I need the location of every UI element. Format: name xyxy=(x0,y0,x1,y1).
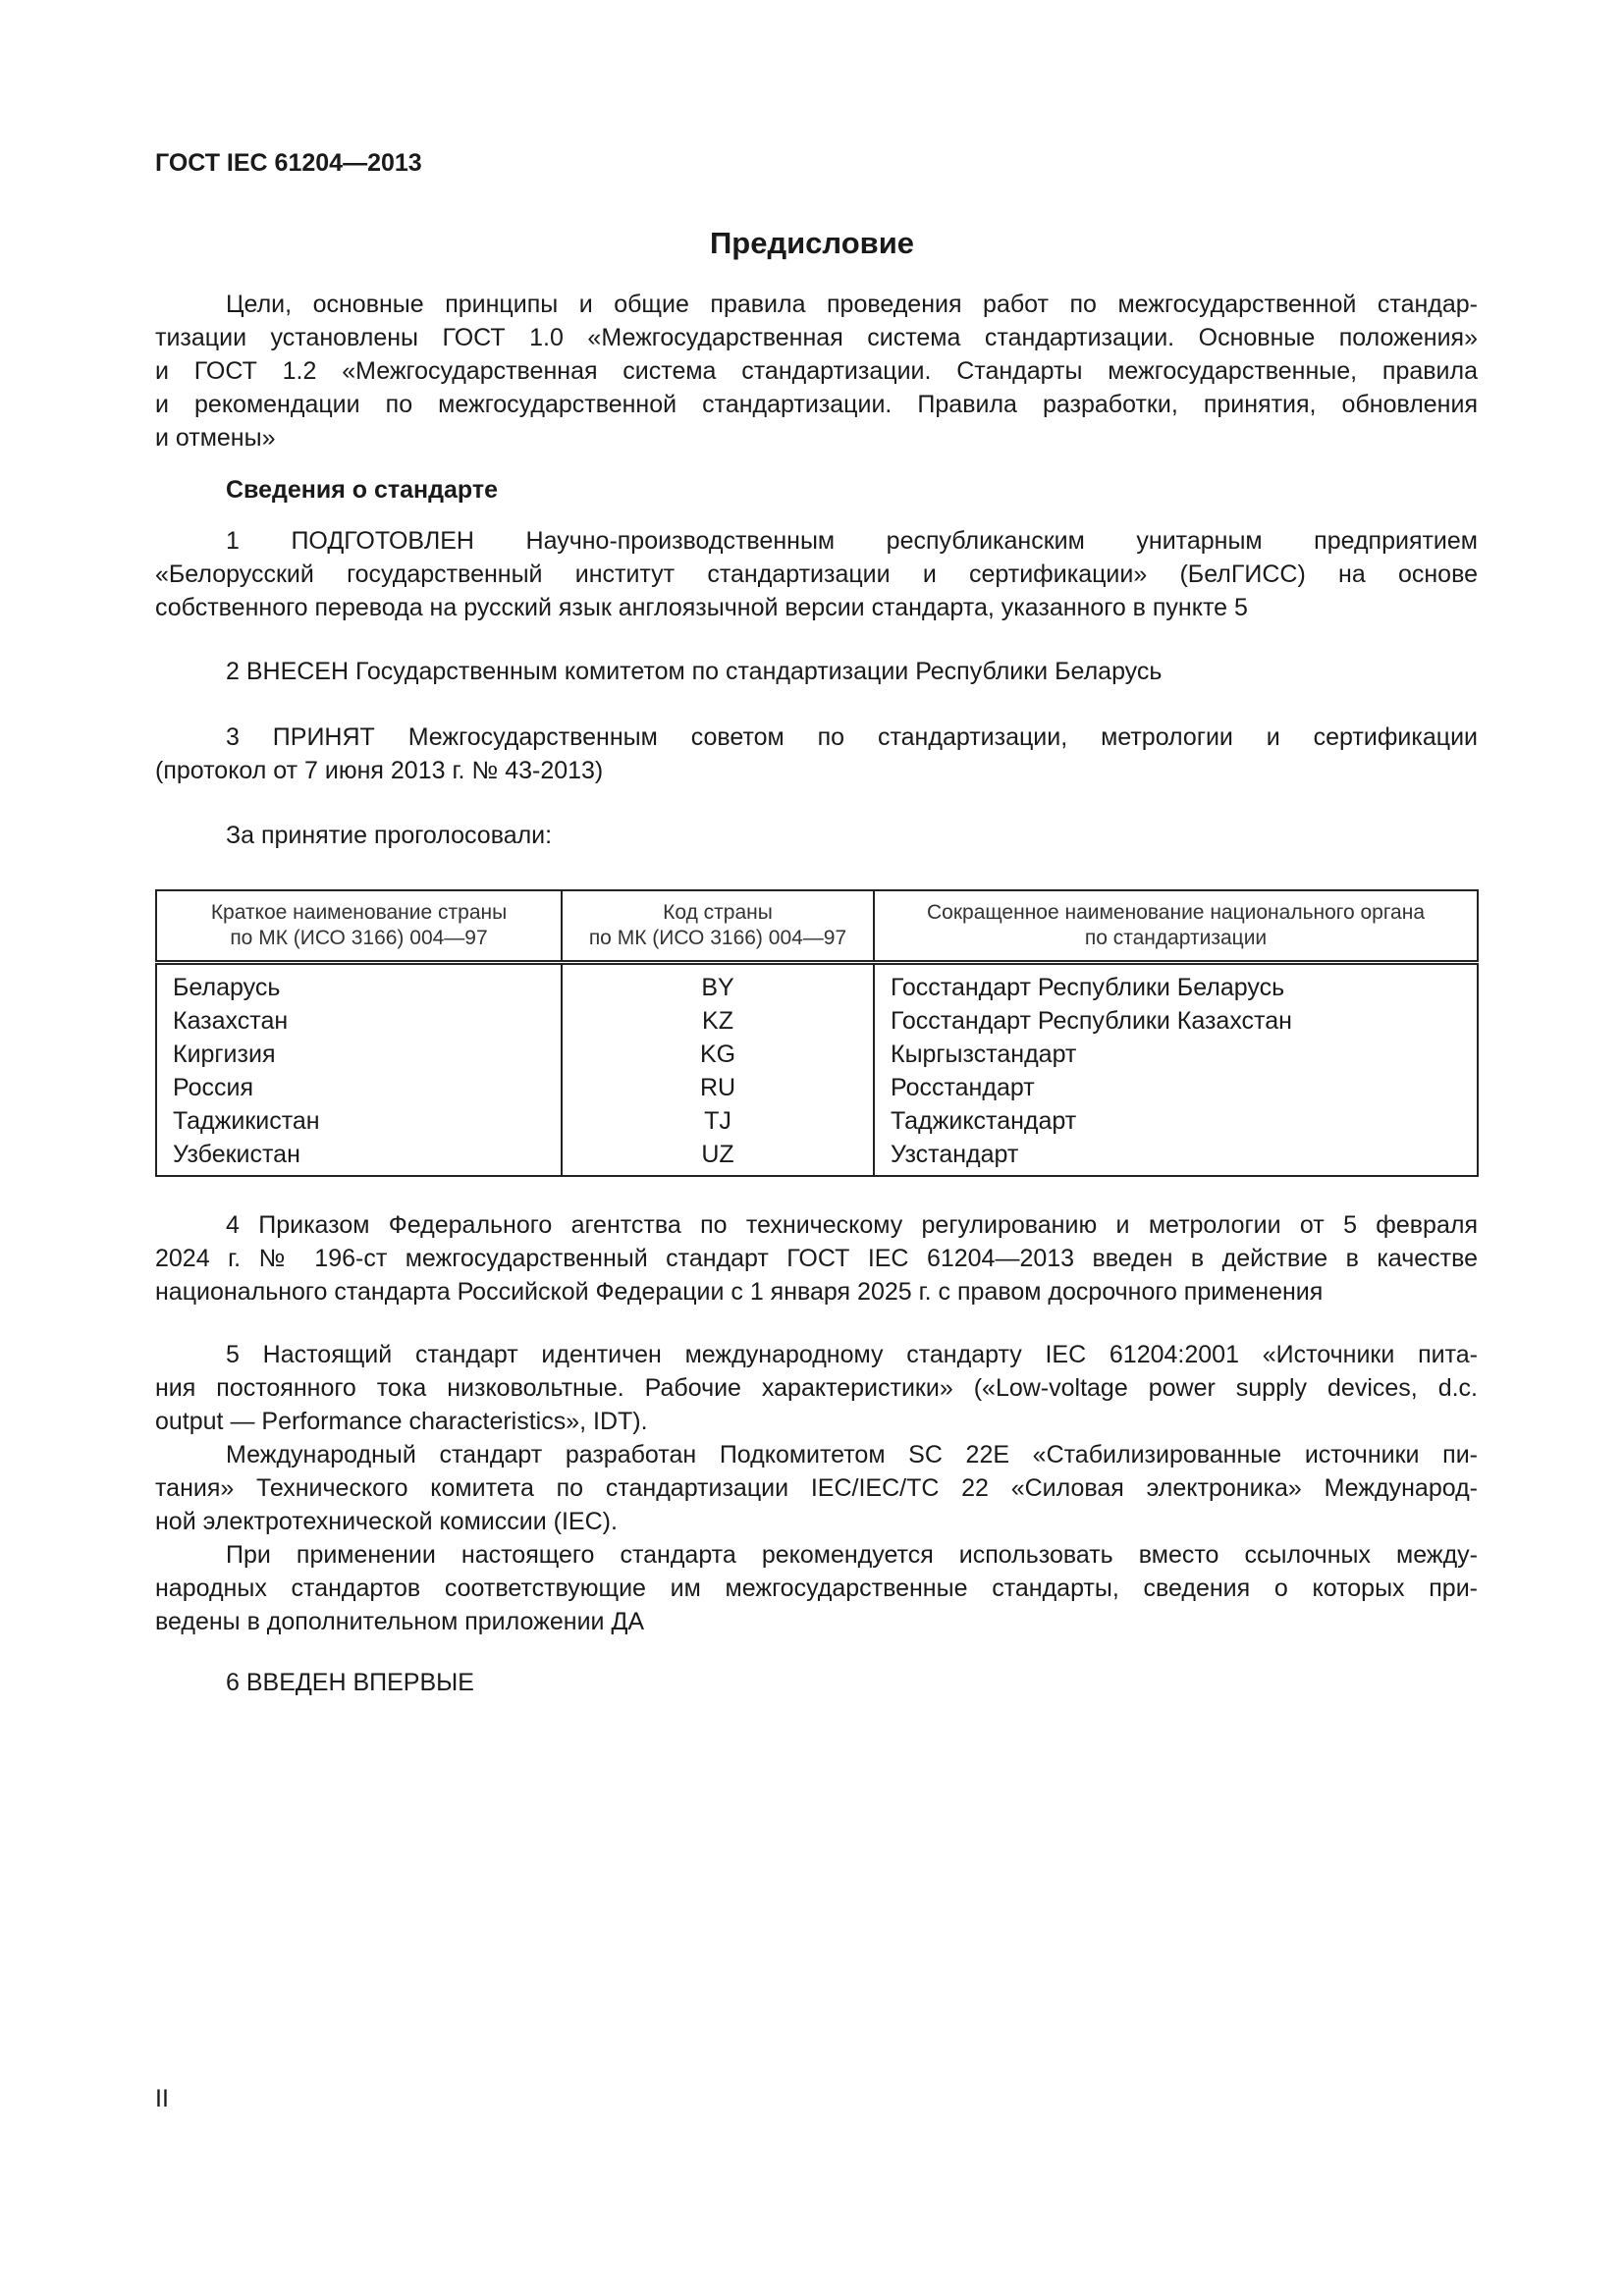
column-header-body: Сокращенное наименование национального органа по стандартизации xyxy=(874,890,1478,963)
text-line: собственного перевода на русский язык англоязычной версии стандарта, указанного в пункте 5 xyxy=(155,594,1248,621)
text-line: При применении настоящего стандарта рекомендуется использовать вместо ссылочных между- xyxy=(226,1541,1478,1569)
intro-paragraph xyxy=(155,288,1478,454)
text-line: и рекомендации по межгосударственной стандартизации. Правила разработки, принятия, обновления xyxy=(155,391,1478,418)
country-cell: Казахстан xyxy=(173,1007,289,1035)
text-line: и ГОСТ 1.2 «Межгосударственная система стандартизации. Стандарты межгосударственные, правила xyxy=(155,357,1478,385)
body-cell: Кыргызстандарт xyxy=(874,1038,1478,1071)
text-line: Международный стандарт разработан Подкомитетом SC 22E «Стабилизированные источники пи- xyxy=(226,1441,1478,1468)
country-cell: Узбекистан xyxy=(173,1141,300,1168)
country-cell: Киргизия xyxy=(173,1041,276,1068)
voted-label: За принятие проголосовали: xyxy=(226,822,553,849)
code-cell: KG xyxy=(562,1038,874,1071)
text-line: 1 ПОДГОТОВЛЕН Научно-производственным республиканским унитарным предприятием xyxy=(226,527,1478,555)
voting-table xyxy=(155,889,1479,1177)
table-row xyxy=(156,1138,1478,1176)
table-row xyxy=(156,1004,1478,1038)
code-cell: TJ xyxy=(562,1104,874,1138)
page-number: II xyxy=(155,2085,169,2112)
body-cell: Таджикстандарт xyxy=(874,1104,1478,1138)
table-row xyxy=(156,1038,1478,1071)
info-heading: Сведения о стандарте xyxy=(226,476,499,504)
table-row xyxy=(156,963,1478,1005)
country-cell: Россия xyxy=(173,1074,253,1101)
text-line: output — Performance characteristics», IDT). xyxy=(155,1408,648,1435)
body-cell: Госстандарт Республики Казахстан xyxy=(874,1004,1478,1038)
table-header-row xyxy=(156,890,1478,963)
code-cell: UZ xyxy=(562,1138,874,1176)
text-line: Цели, основные принципы и общие правила проведения работ по межгосударственной стандар- xyxy=(226,291,1478,318)
code-cell: KZ xyxy=(562,1004,874,1038)
code-cell: BY xyxy=(562,963,874,1005)
item-1 xyxy=(155,524,1478,624)
item-2: 2 ВНЕСЕН Государственным комитетом по стандартизации Республики Беларусь xyxy=(226,658,1163,685)
text-line: ния постоянного тока низковольтные. Рабочие характеристики» («Low-voltage power supply devices, d.c. xyxy=(155,1374,1478,1402)
item-6: 6 ВВЕДЕН ВПЕРВЫЕ xyxy=(226,1669,474,1696)
text-line: народных стандартов соответствующие им межгосударственные стандарты, сведения о которых при- xyxy=(155,1575,1478,1602)
table-row xyxy=(156,1071,1478,1104)
column-header-code: Код страны по МК (ИСО 3166) 004—97 xyxy=(562,890,874,963)
item-5 xyxy=(155,1338,1478,1638)
page-title: Предисловие xyxy=(709,226,914,260)
text-line: 5 Настоящий стандарт идентичен международному стандарту IEC 61204:2001 «Источники пита- xyxy=(226,1341,1478,1368)
text-line: тания» Технического комитета по стандартизации IEC/IEC/TC 22 «Силовая электроника» Международ- xyxy=(155,1474,1478,1502)
text-line: ной электротехнической комиссии (IEC). xyxy=(155,1508,618,1535)
text-line: 3 ПРИНЯТ Межгосударственным советом по стандартизации, метрологии и сертификации xyxy=(226,723,1478,751)
text-line: 2024 г. № 196-ст межгосударственный стандарт ГОСТ IEC 61204—2013 введен в действие в качестве xyxy=(155,1245,1478,1272)
text-line: и отмены» xyxy=(155,424,276,452)
text-line: тизации установлены ГОСТ 1.0 «Межгосударственная система стандартизации. Основные положения» xyxy=(155,324,1478,351)
body-cell: Госстандарт Республики Беларусь xyxy=(874,963,1478,1005)
item-3 xyxy=(155,721,1478,787)
country-cell: Таджикистан xyxy=(173,1107,320,1135)
text-line: «Белорусский государственный институт стандартизации и сертификации» (БелГИСС) на основе xyxy=(155,561,1478,588)
text-line: национального стандарта Российской Федерации с 1 января 2025 г. с правом досрочного применения xyxy=(155,1278,1324,1306)
item-4 xyxy=(155,1208,1478,1308)
text-line: (протокол от 7 июня 2013 г. № 43-2013) xyxy=(155,757,604,784)
body-cell: Росстандарт xyxy=(874,1071,1478,1104)
code-cell: RU xyxy=(562,1071,874,1104)
text-line: ведены в дополнительном приложении ДА xyxy=(155,1608,645,1635)
body-cell: Узстандарт xyxy=(874,1138,1478,1176)
column-header-country: Краткое наименование страны по МК (ИСО 3166) 004—97 xyxy=(156,890,562,963)
table-row xyxy=(156,1104,1478,1138)
document-header: ГОСТ IEC 61204—2013 xyxy=(155,149,422,177)
country-cell: Беларусь xyxy=(173,974,281,1001)
text-line: 4 Приказом Федерального агентства по техническому регулированию и метрологии от 5 февраля xyxy=(226,1211,1478,1239)
